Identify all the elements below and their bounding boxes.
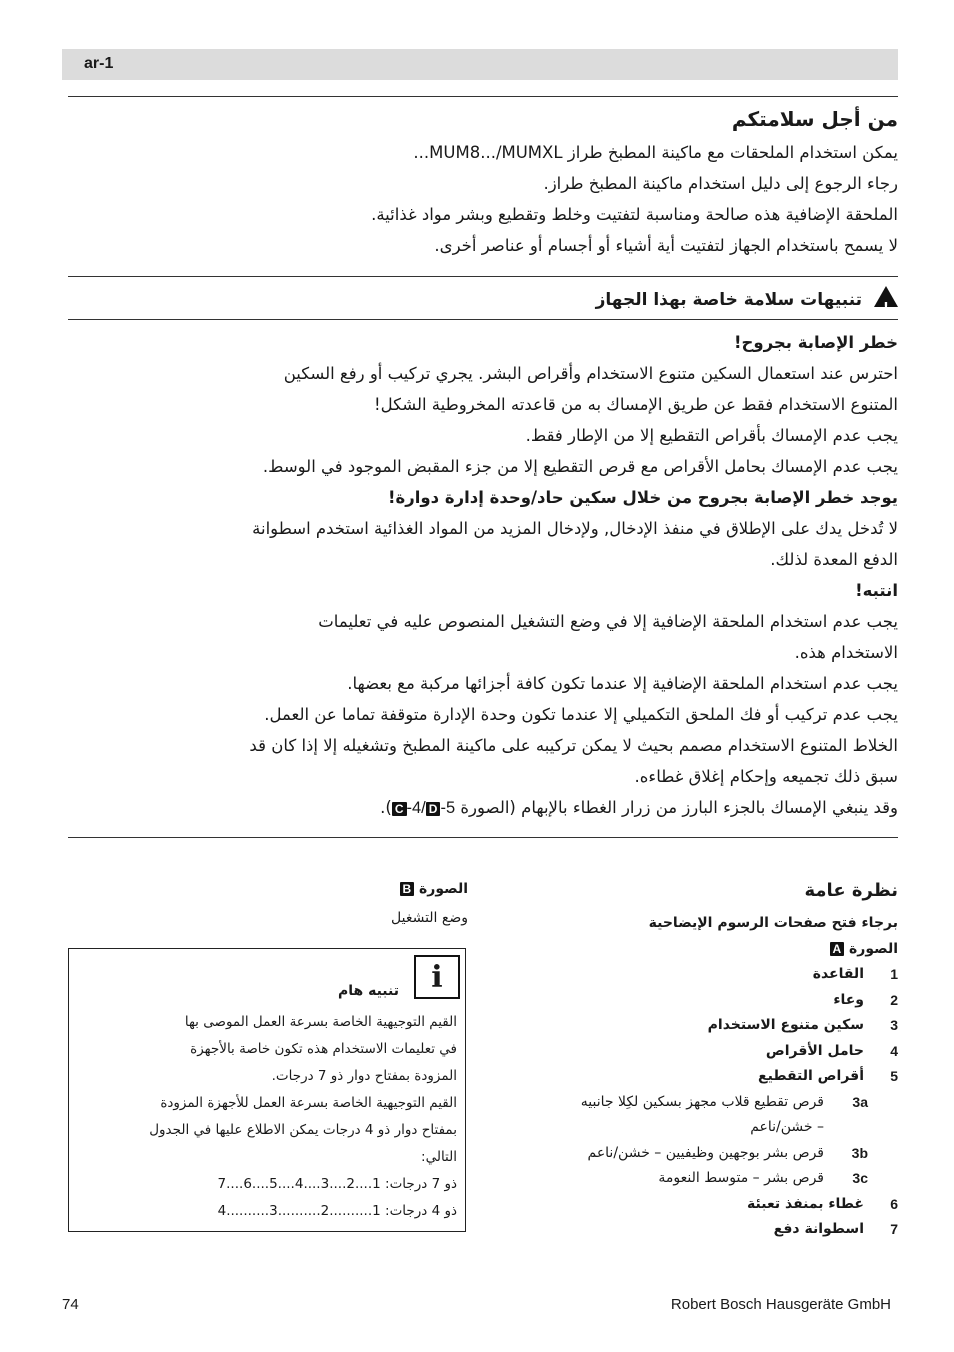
list-subitem bbox=[508, 1090, 868, 1116]
list-subitem bbox=[508, 1141, 868, 1167]
notice-line: القيم التوجيهية الخاصة بسرعة العمل للأجهزة المزودة bbox=[160, 1095, 457, 1111]
item-label: اسطوانة دفع bbox=[773, 1221, 864, 1237]
figure-ref-suffix: ). bbox=[380, 798, 392, 817]
notice-line: التالي: bbox=[421, 1149, 457, 1165]
warning-line: يجب عدم تركيب أو فك الملحق التكميلي إلا عندما تكون وحدة الإدارة متوقفة تماما عن العمل. bbox=[264, 705, 898, 724]
figure-b-subtitle: وضع التشغيل bbox=[391, 910, 468, 926]
notice-line: القيم التوجيهية الخاصة بسرعة العمل الموصى بها bbox=[184, 1014, 457, 1030]
subitem-label: قرص بشر بوجهين وظيفيين – خشن/ناعم bbox=[587, 1144, 824, 1161]
safety-line: الملحقة الإضافية هذه صالحة ومناسبة لتفتيت وخلط وتقطيع وبشر مواد غذائية. bbox=[371, 205, 898, 224]
item-number: 2 bbox=[890, 991, 898, 1008]
warning-line: يجب عدم استخدام الملحقة الإضافية إلا عندما تكون كافة أجزائها مركبة مع بعضها. bbox=[347, 674, 898, 693]
warnings-title-row bbox=[62, 282, 898, 319]
figure-num-d: -5 bbox=[440, 799, 456, 817]
subitem-number: 3b bbox=[851, 1144, 868, 1161]
list-item bbox=[508, 1217, 898, 1243]
subitem-number: 3c bbox=[852, 1170, 868, 1186]
notice-title: تنبيه هام bbox=[338, 983, 399, 999]
warning-line: يجب عدم الإمساك بحامل الأقراص مع قرص التقطيع إلا من جزء المقبض الموجود في الوسط. bbox=[262, 457, 898, 476]
item-number: 1 bbox=[890, 966, 898, 982]
overview-title: نظرة عامة bbox=[804, 880, 898, 901]
warning-line: يجب عدم استخدام الملحقة الإضافية إلا في وضع التشغيل المنصوص عليه في تعليمات bbox=[318, 612, 898, 631]
warning-line: انتبه! bbox=[855, 581, 898, 600]
figure-label-text: الصورة bbox=[849, 941, 898, 957]
figure-b-section bbox=[68, 876, 468, 931]
subitem-label: – خشن/ناعم bbox=[750, 1119, 824, 1135]
notice-line: المزودة بمفتاح دوار ذو 7 درجات. bbox=[271, 1068, 457, 1084]
item-label: غطاء بمنفذ تعبئة bbox=[747, 1195, 864, 1212]
list-item bbox=[508, 1064, 898, 1090]
divider bbox=[68, 276, 898, 277]
safety-title: من أجل سلامتكم bbox=[731, 107, 898, 131]
figure-letter-c: C bbox=[392, 802, 407, 816]
item-number: 4 bbox=[890, 1042, 898, 1059]
warning-line: الاستخدام هذه. bbox=[794, 643, 898, 662]
item-label: وعاء bbox=[833, 991, 864, 1008]
list-item bbox=[508, 962, 898, 988]
list-subitem bbox=[508, 1166, 868, 1192]
injury-heading: خطر الإصابة بجروح! bbox=[733, 333, 898, 352]
page-code: ar-1 bbox=[84, 55, 114, 72]
figure-letter-a: A bbox=[830, 942, 845, 956]
subitem-label: قرص تقطيع قلاب مجهز بسكين لكِلا جانبيه bbox=[580, 1093, 824, 1110]
notice-line: ذو 7 درجات: 1....2....3....4....5....6....7 bbox=[217, 1176, 457, 1192]
item-label: حامل الأقراص bbox=[765, 1042, 864, 1059]
warning-line: سبق ذلك تجميعه وإحكام إغلاق غطاءه. bbox=[634, 767, 898, 786]
item-number: 7 bbox=[890, 1221, 898, 1237]
warning-line: يوجد خطر الإصابة بجروح من خلال سكين حاد/وحدة إدارة دوارة! bbox=[387, 488, 898, 507]
figure-b-label bbox=[68, 876, 468, 902]
divider bbox=[68, 837, 898, 838]
warning-line: يجب عدم الإمساك بأقراص التقطيع إلا من الإطار فقط. bbox=[525, 426, 898, 445]
header-bar bbox=[62, 49, 898, 80]
list-item bbox=[508, 988, 898, 1014]
notice-line: في تعليمات الاستخدام هذه تكون خاصة بالأجهزة bbox=[190, 1041, 457, 1057]
list-subitem bbox=[508, 1115, 868, 1141]
warning-line-figure-ref bbox=[62, 792, 898, 824]
list-item bbox=[508, 1013, 898, 1039]
safety-line: يمكن استخدام الملحقات مع ماكينة المطبخ طراز MUM8.../MUMXL... bbox=[413, 143, 898, 162]
safety-line: لا يسمح باستخدام الجهاز لتفتيت أية أشياء أو أجسام أو عناصر أخرى. bbox=[434, 236, 898, 255]
item-label: سكين متنوع الاستخدام bbox=[707, 1017, 864, 1033]
warning-line: لا تُدخل يدك على الإطلاق في منفذ الإدخال, ولإدخال المزيد من المواد الغذائية استخدم اسطوانة bbox=[252, 519, 898, 538]
figure-letter-d: D bbox=[426, 802, 441, 816]
warning-triangle-icon bbox=[874, 286, 898, 307]
safety-section bbox=[62, 97, 898, 261]
notice-box bbox=[68, 948, 466, 1232]
overview-subtitle: برجاء فتح صفحات الرسوم الإيضاحية bbox=[648, 915, 898, 931]
item-number: 6 bbox=[890, 1195, 898, 1212]
figure-num-c: -4/ bbox=[406, 799, 426, 817]
subitem-label: قرص بشر – متوسط النعومة bbox=[658, 1170, 824, 1186]
warnings-section bbox=[62, 282, 898, 824]
figure-label-text: الصورة bbox=[419, 881, 468, 897]
item-number: 5 bbox=[890, 1068, 898, 1084]
item-label: أقراص التقطيع bbox=[758, 1068, 864, 1084]
warning-line: الدفع المعدة لذلك. bbox=[770, 550, 898, 569]
subitem-number bbox=[836, 1115, 868, 1141]
page-number: 74 bbox=[62, 1296, 79, 1313]
list-item bbox=[508, 1039, 898, 1065]
list-item bbox=[508, 1192, 898, 1218]
item-number: 3 bbox=[890, 1017, 898, 1033]
figure-ref bbox=[392, 793, 455, 824]
overview-figure-label bbox=[508, 936, 898, 962]
warning-line: المتنوع الاستخدام فقط عن طريق الإمساك به من قاعدته المخروطية الشكل! bbox=[374, 395, 898, 414]
notice-line: بمفتاح دوار ذو 4 درجات يمكن الاطلاع عليها في الجدول bbox=[149, 1122, 457, 1138]
warnings-title: تنبيهات سلامة خاصة بهذا الجهاز bbox=[595, 290, 863, 310]
subitem-number: 3a bbox=[852, 1093, 868, 1110]
figure-ref-prefix: وقد ينبغي الإمساك بالجزء البارز من زرار الغطاء بالإبهام (الصورة bbox=[455, 798, 898, 817]
overview-section bbox=[508, 876, 898, 1243]
warning-line: الخلاط المتنوع الاستخدام مصمم بحيث لا يمكن تركيبه على ماكينة المطبخ وتشغيله إلا إذا كان قد bbox=[249, 736, 898, 755]
safety-line: رجاء الرجوع إلى دليل استخدام ماكينة المطبخ طراز. bbox=[543, 174, 898, 193]
info-icon: i bbox=[414, 955, 460, 999]
figure-letter-b: B bbox=[400, 882, 415, 896]
warning-line: احترس عند استعمال السكين متنوع الاستخدام وأقراص البشر. يجري تركيب أو رفع السكين bbox=[283, 364, 898, 383]
notice-line: ذو 4 درجات: 1..........2..........3..........4 bbox=[217, 1203, 457, 1219]
item-label: القاعدة bbox=[812, 966, 864, 982]
notice-body bbox=[73, 1009, 457, 1225]
footer-company: Robert Bosch Hausgeräte GmbH bbox=[670, 1296, 891, 1313]
